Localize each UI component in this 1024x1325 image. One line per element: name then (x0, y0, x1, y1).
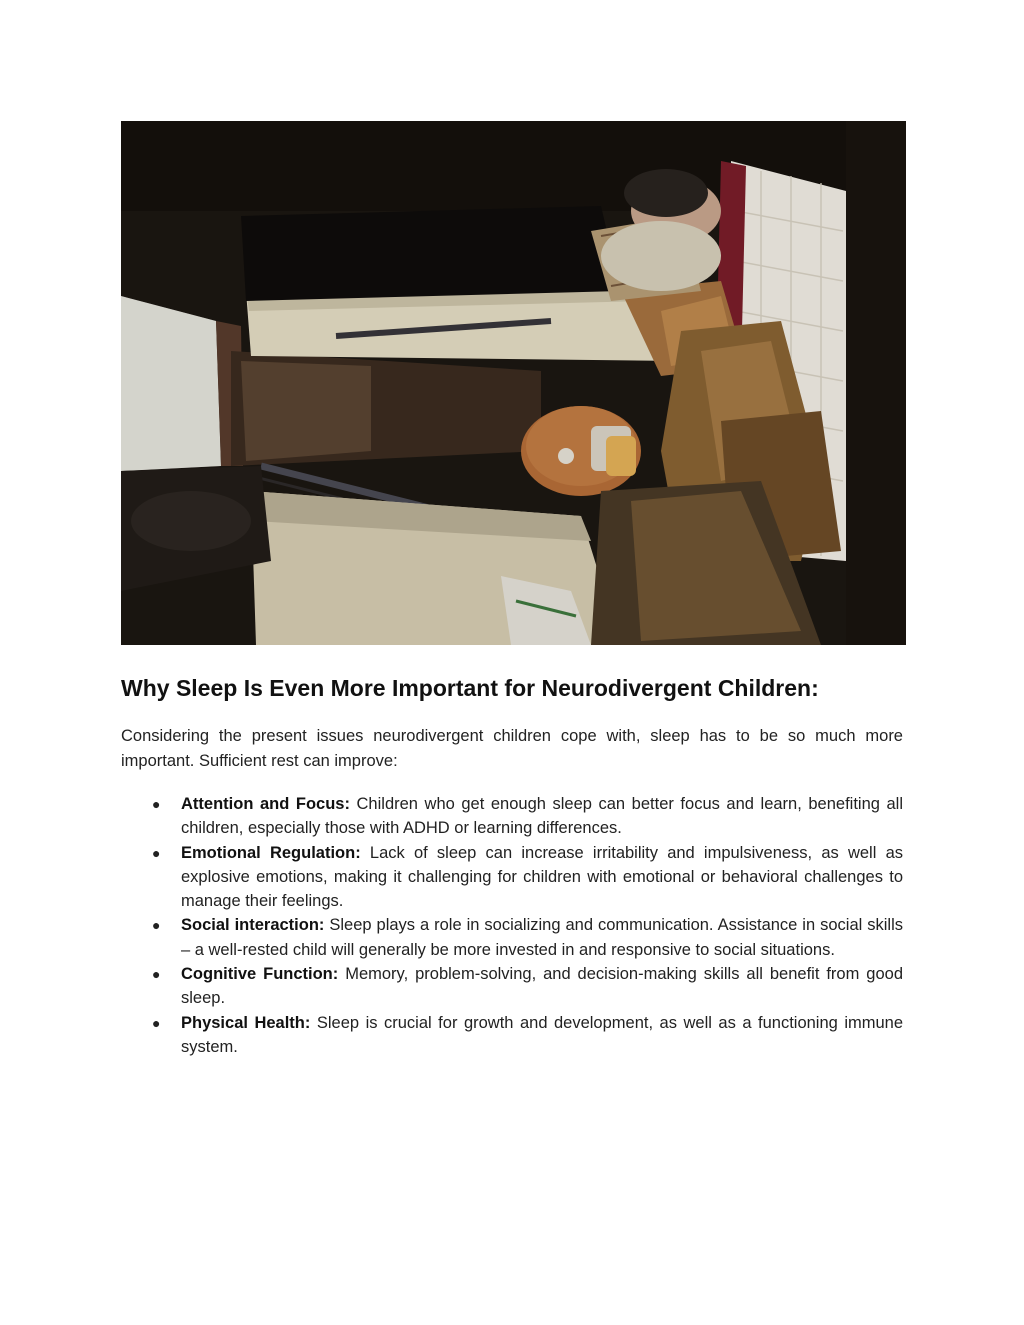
benefit-term: Cognitive Function: (181, 965, 339, 984)
intro-paragraph: Considering the present issues neurodivergent children cope with, sleep has to be so much more important. Sufficient rest can improve: (121, 727, 903, 770)
benefit-text: Lack of sleep can increase irritability and impulsiveness, as well as explosive emotions, making it challenging for children with emotional or behavioral challenges to manage their feelings. (181, 843, 903, 911)
benefit-text: Children who get enough sleep can better focus and learn, benefiting all children, especially those with ADHD or learning differences. (181, 795, 903, 838)
sleeper-berth-photo (121, 121, 906, 645)
bullet-icon: ● (152, 917, 161, 934)
benefit-text: Sleep plays a role in socializing and communication. Assistance in social skills – a well-rested child will generally be more invested in and responsive to social situations. (181, 916, 903, 959)
bullet-icon: ● (152, 844, 161, 861)
benefit-text: Sleep is crucial for growth and development, as well as a functioning immune system. (181, 1013, 903, 1056)
list-item (152, 962, 903, 1011)
list-item (152, 841, 903, 914)
bullet-icon: ● (152, 796, 161, 812)
list-item (152, 913, 903, 962)
benefit-term: Physical Health: (181, 1013, 311, 1032)
page-title: Why Sleep Is Even More Important for Neurodivergent Children: (121, 675, 819, 701)
bullet-icon: ● (152, 966, 161, 983)
benefit-text: Memory, problem-solving, and decision-making skills all benefit from good sleep. (181, 965, 903, 1008)
list-item (152, 792, 903, 841)
benefit-term: Social interaction: (181, 916, 325, 935)
benefits-list (152, 792, 903, 1059)
list-item (152, 1011, 903, 1060)
benefit-term: Attention and Focus: (181, 795, 350, 813)
benefit-term: Emotional Regulation: (181, 843, 361, 862)
bullet-icon: ● (152, 1014, 161, 1031)
